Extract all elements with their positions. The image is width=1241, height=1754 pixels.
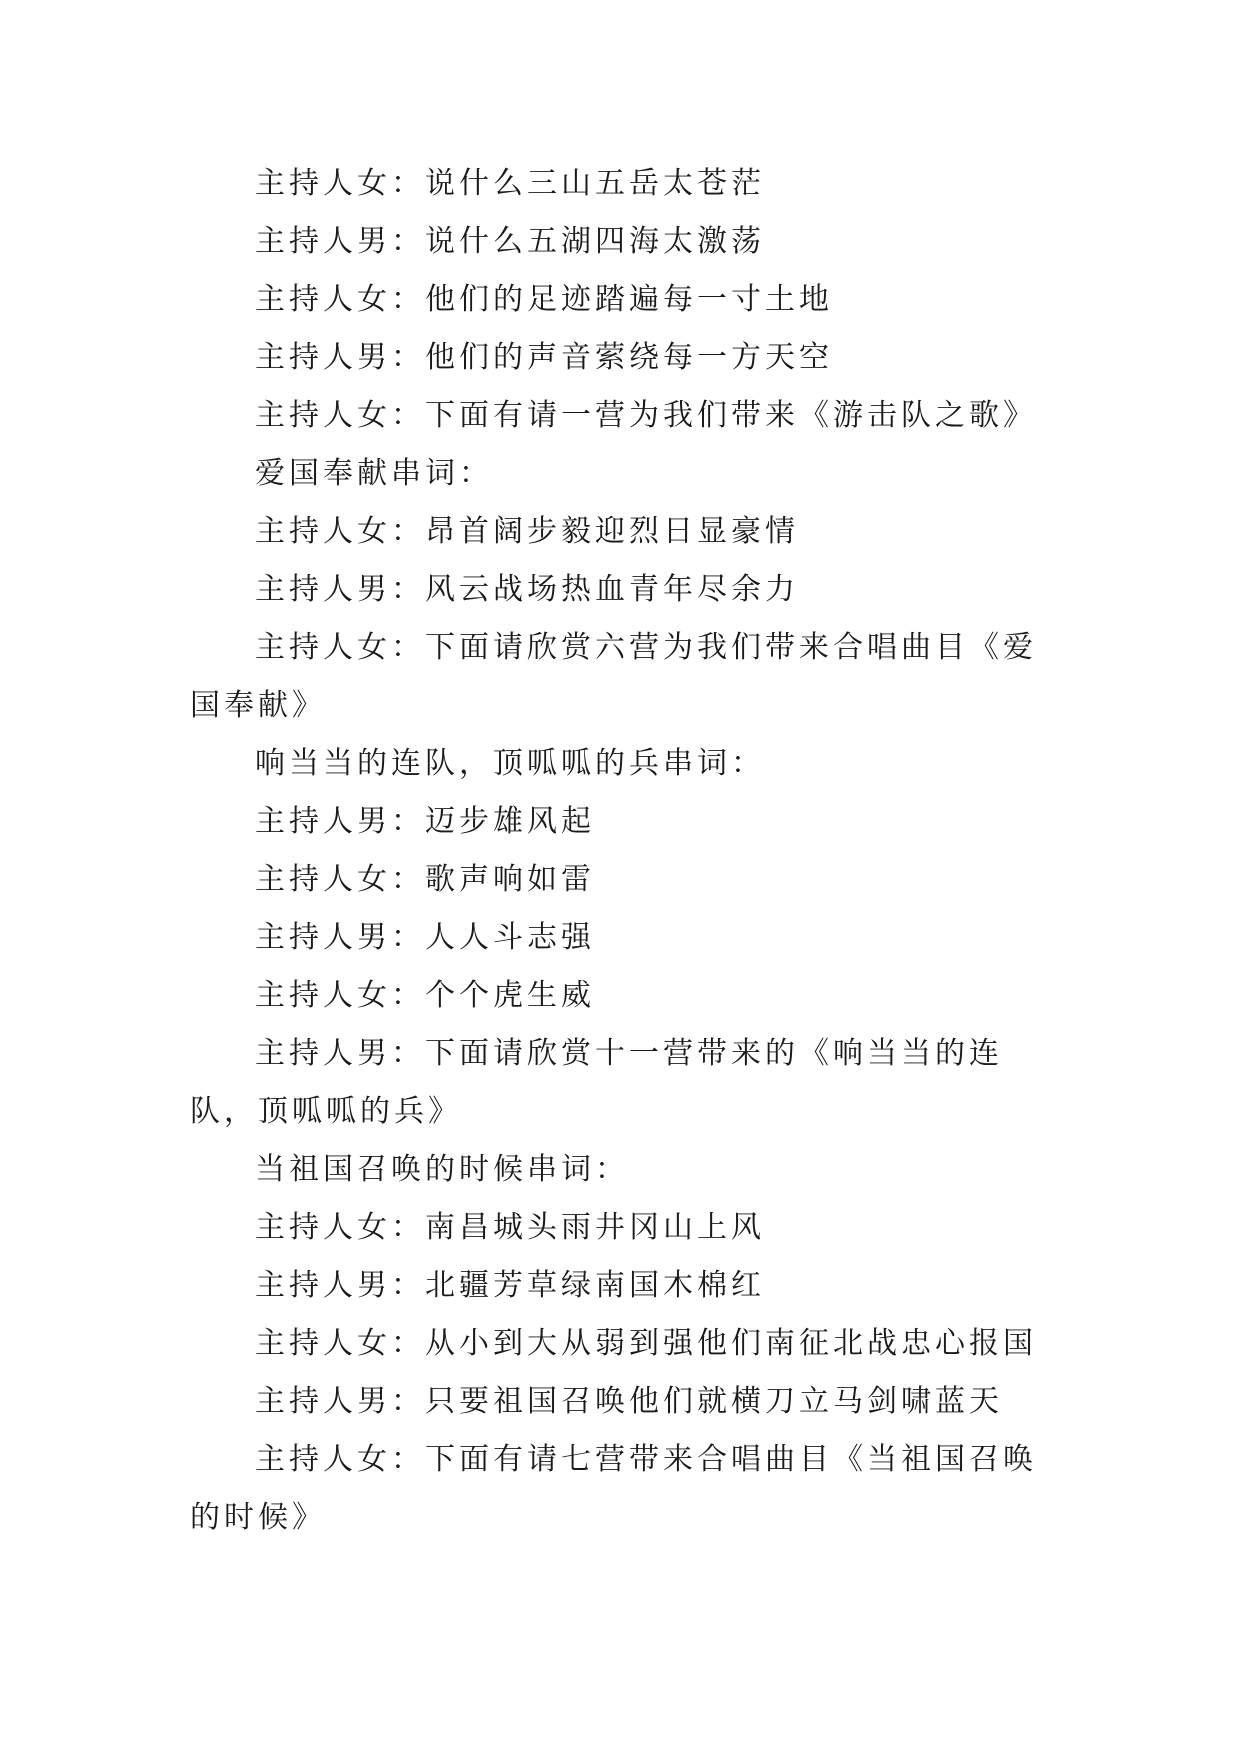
paragraph: 主持人女：下面有请一营为我们带来《游击队之歌》 <box>255 398 1037 433</box>
paragraph: 主持人女：歌声响如雷 <box>255 862 595 897</box>
paragraph: 主持人女：下面有请七营带来合唱曲目《当祖国召唤的时候》 <box>190 1442 1037 1535</box>
paragraph: 主持人女：昂首阔步毅迎烈日显豪情 <box>255 514 799 549</box>
paragraph: 主持人男：只要祖国召唤他们就横刀立马剑啸蓝天 <box>255 1384 1003 1419</box>
section-heading: 当祖国召唤的时候串词： <box>255 1152 629 1187</box>
paragraph: 主持人男：风云战场热血青年尽余力 <box>255 572 799 607</box>
paragraph: 主持人男：说什么五湖四海太激荡 <box>255 224 765 259</box>
paragraph: 主持人男：下面请欣赏十一营带来的《响当当的连队，顶呱呱的兵》 <box>190 1036 1003 1129</box>
paragraph: 主持人男：人人斗志强 <box>255 920 595 955</box>
paragraph: 主持人男：他们的声音萦绕每一方天空 <box>255 340 833 375</box>
section-heading: 响当当的连队，顶呱呱的兵串词： <box>255 746 765 781</box>
paragraph: 主持人女：南昌城头雨井冈山上风 <box>255 1210 765 1245</box>
section-heading: 爱国奉献串词： <box>255 456 493 491</box>
paragraph: 主持人女：说什么三山五岳太苍茫 <box>255 166 765 201</box>
paragraph: 主持人女：他们的足迹踏遍每一寸土地 <box>255 282 833 317</box>
paragraph: 主持人女：个个虎生威 <box>255 978 595 1013</box>
document-body <box>190 155 1060 1547</box>
paragraph: 主持人男：北疆芳草绿南国木棉红 <box>255 1268 765 1303</box>
paragraph: 主持人女：下面请欣赏六营为我们带来合唱曲目《爱国奉献》 <box>190 630 1037 723</box>
paragraph: 主持人男：迈步雄风起 <box>255 804 595 839</box>
paragraph: 主持人女：从小到大从弱到强他们南征北战忠心报国 <box>255 1326 1037 1361</box>
